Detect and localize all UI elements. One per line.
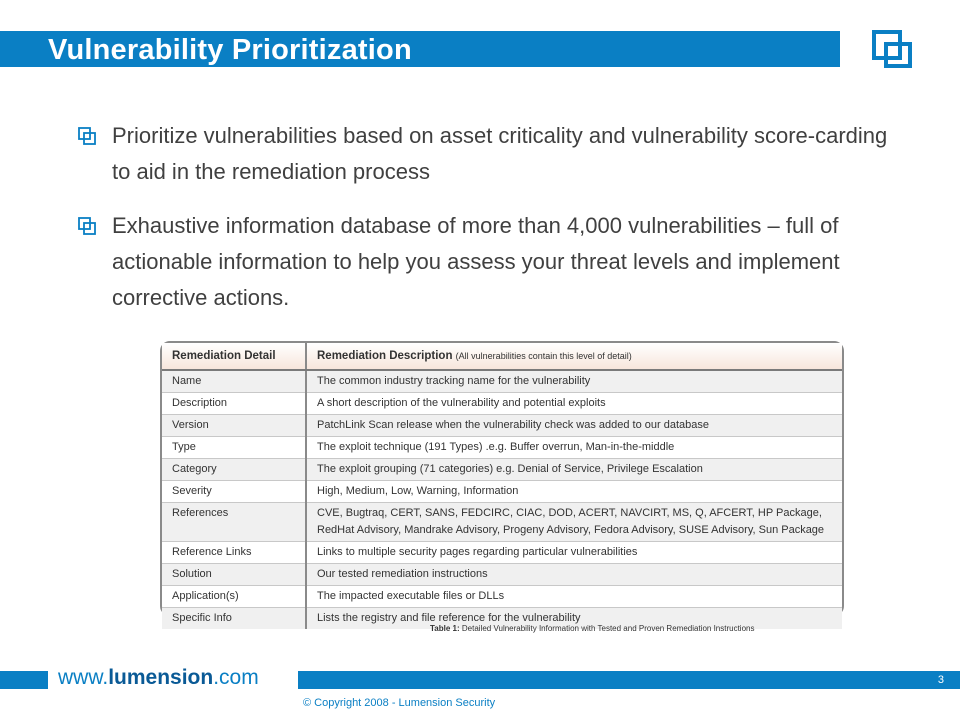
table-caption (430, 624, 754, 633)
slide-title: Vulnerability Prioritization (48, 34, 412, 66)
description-cell: CVE, Bugtraq, CERT, SANS, FEDCIRC, CIAC, DOD, ACERT, NAVCIRT, MS, Q, AFCERT, HP Package, RedHat Advisory, Mandrake Advisory, Progeny Advisory, Fedora Advisory, SUSE Advisory, Sun Package (306, 503, 842, 542)
url-suffix: .com (213, 666, 259, 689)
table-row (162, 503, 842, 542)
bullet-list (78, 118, 898, 334)
header-remediation-description (306, 343, 842, 370)
square-bullet-icon (78, 217, 96, 235)
bullet-item (78, 208, 898, 316)
detail-cell: References (162, 503, 306, 542)
table-row (162, 542, 842, 564)
description-cell: PatchLink Scan release when the vulnerability check was added to our database (306, 415, 842, 437)
detail-cell: Severity (162, 481, 306, 503)
caption-text: Detailed Vulnerability Information with Tested and Proven Remediation Instructions (461, 624, 755, 633)
description-cell: The exploit grouping (71 categories) e.g. Denial of Service, Privilege Escalation (306, 459, 842, 481)
detail-cell: Type (162, 437, 306, 459)
detail-cell: Solution (162, 564, 306, 586)
detail-cell: Version (162, 415, 306, 437)
header-description-label: Remediation Description (317, 350, 453, 362)
description-cell: Links to multiple security pages regarding particular vulnerabilities (306, 542, 842, 564)
detail-cell: Category (162, 459, 306, 481)
table-row (162, 415, 842, 437)
detail-cell: Name (162, 370, 306, 393)
detail-cell: Application(s) (162, 586, 306, 608)
description-cell: A short description of the vulnerability and potential exploits (306, 393, 842, 415)
detail-cell: Description (162, 393, 306, 415)
table-header-row (162, 343, 842, 370)
table-row (162, 586, 842, 608)
description-cell: High, Medium, Low, Warning, Information (306, 481, 842, 503)
header-remediation-detail: Remediation Detail (162, 343, 306, 370)
table-row (162, 437, 842, 459)
table-row (162, 564, 842, 586)
footer-bar-left (0, 671, 48, 689)
copyright-notice: © Copyright 2008 - Lumension Security (303, 697, 496, 709)
table-row (162, 481, 842, 503)
title-bar (0, 31, 840, 67)
caption-label: Table 1: (430, 624, 460, 633)
description-cell: Our tested remediation instructions (306, 564, 842, 586)
table-row (162, 459, 842, 481)
square-bullet-icon (78, 127, 96, 145)
description-cell: Lists the registry and file reference for the vulnerability (306, 608, 842, 630)
description-cell: The exploit technique (191 Types) .e.g. Buffer overrun, Man-in-the-middle (306, 437, 842, 459)
page-number: 3 (937, 674, 944, 686)
bullet-text: Prioritize vulnerabilities based on asset criticality and vulnerability score-carding to aid in the remediation process (112, 123, 888, 184)
detail-cell: Reference Links (162, 542, 306, 564)
lumension-logo-icon (872, 30, 912, 68)
url-prefix: www. (58, 666, 109, 689)
bullet-text: Exhaustive information database of more than 4,000 vulnerabilities – full of actionable information to help you assess your threat levels and implement corrective actions. (112, 213, 840, 310)
description-cell: The impacted executable files or DLLs (306, 586, 842, 608)
remediation-table (160, 341, 844, 624)
footer-bar-right (298, 671, 960, 689)
header-description-note: (All vulnerabilities contain this level of detail) (455, 351, 632, 361)
description-cell: The common industry tracking name for the vulnerability (306, 370, 842, 393)
detail-cell: Specific Info (162, 608, 306, 630)
footer-website-link[interactable] (58, 665, 259, 691)
table-row (162, 370, 842, 393)
bullet-item (78, 118, 898, 190)
table-row (162, 393, 842, 415)
url-brand: lumension (108, 666, 214, 689)
